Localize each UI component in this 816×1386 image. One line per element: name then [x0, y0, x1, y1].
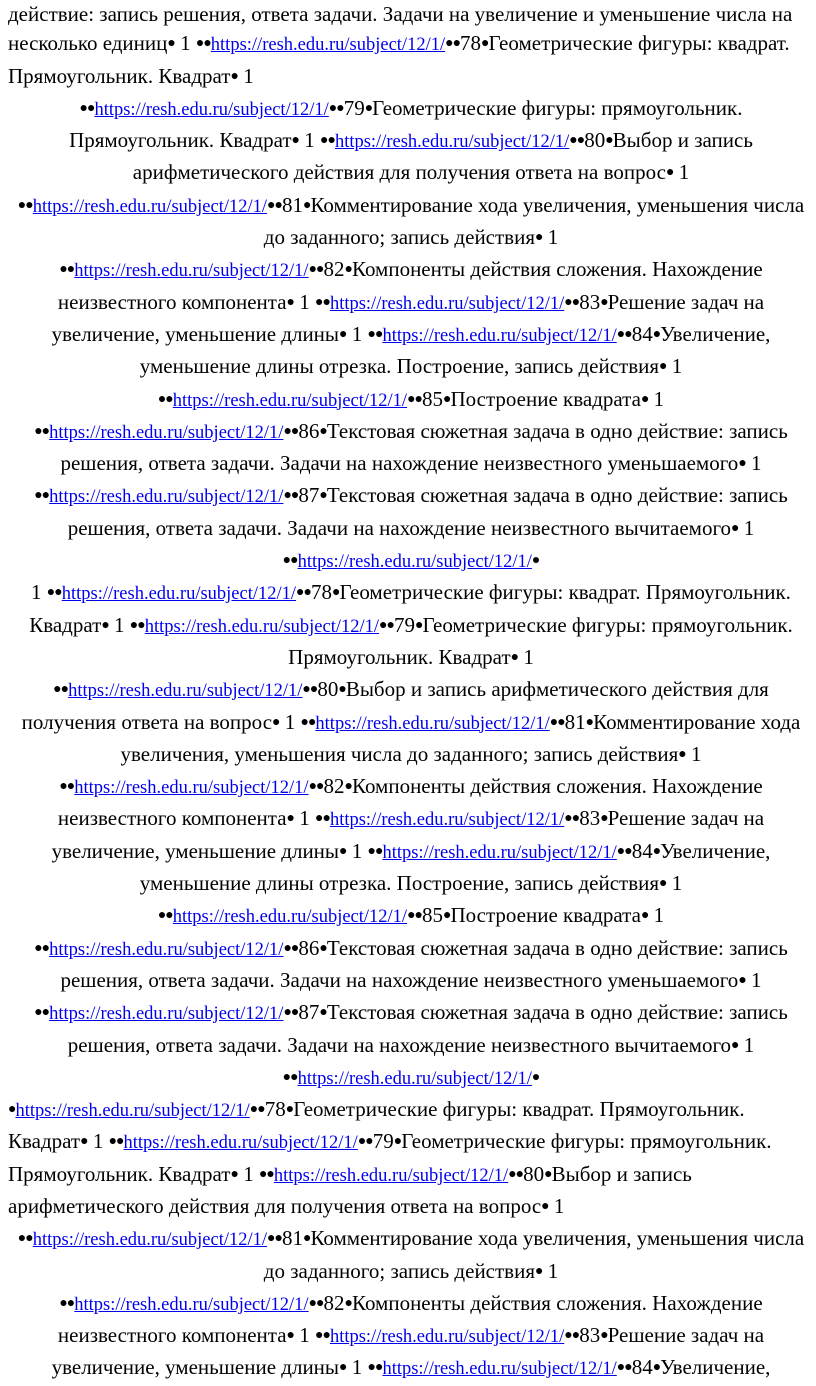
bullet-icon: ●	[549, 714, 558, 730]
resh-lesson-link[interactable]: https://resh.edu.ru/subject/12/1/	[15, 1101, 250, 1122]
bullet-icon: ●	[407, 391, 415, 407]
bullet-icon: ●	[249, 1102, 258, 1118]
text-run: Решение задач на увеличение, уменьшение длины	[51, 806, 765, 863]
text-run: 1	[666, 354, 683, 379]
bullet-icon: ●	[407, 908, 415, 924]
paragraph	[8, 1095, 814, 1224]
bullet-icon: ●	[34, 488, 42, 504]
bullet-icon: ●	[290, 1005, 299, 1021]
bullet-icon: ●	[605, 133, 613, 149]
resh-lesson-link[interactable]: https://resh.edu.ru/subject/12/1/	[329, 810, 565, 831]
resh-lesson-link[interactable]: https://resh.edu.ru/subject/12/1/	[273, 1165, 509, 1186]
text-run: 1	[738, 1032, 755, 1057]
paragraph	[8, 191, 814, 256]
paragraph	[8, 772, 814, 901]
text-run: Геометрические фигуры: прямоугольник. Прямоугольник. Квадрат	[69, 95, 743, 153]
bullet-icon: ●	[544, 1166, 552, 1182]
bullet-icon: ●	[365, 1134, 373, 1150]
bullet-icon: ●	[203, 36, 211, 52]
bullet-icon: ●	[344, 779, 352, 795]
text-run: Компоненты действия сложения. Нахождение неизвестного компонента	[57, 1290, 763, 1348]
resh-lesson-link[interactable]: https://resh.edu.ru/subject/12/1/	[382, 842, 617, 863]
paragraph	[8, 901, 814, 933]
bullet-icon: ●	[157, 908, 166, 924]
resh-lesson-link[interactable]: https://resh.edu.ru/subject/12/1/	[74, 778, 309, 799]
bullet-icon: ●	[659, 359, 667, 375]
bullet-icon: ●	[541, 1198, 549, 1214]
bullet-icon: ●	[17, 197, 26, 213]
text-run: 83	[579, 806, 601, 831]
bullet-icon: ●	[414, 617, 423, 633]
bullet-icon: ●	[508, 1166, 516, 1182]
paragraph	[8, 998, 814, 1063]
bullet-icon: ●	[286, 1328, 294, 1344]
bullet-icon: ●	[302, 1231, 311, 1247]
bullet-icon: ●	[308, 1295, 317, 1311]
bullet-icon: ●	[564, 294, 572, 310]
bullet-icon: ●	[393, 1134, 402, 1150]
bullet-icon: ●	[640, 391, 649, 407]
text-run: Текстовая сюжетная задача в одно действие: запись решения, ответа задачи. Задачи на нахождение неизвестного вычитаемого	[67, 1000, 788, 1057]
resh-lesson-link[interactable]: https://resh.edu.ru/subject/12/1/	[94, 99, 329, 120]
text-run: 1	[346, 1355, 368, 1380]
bullet-icon: ●	[569, 133, 577, 149]
paragraph	[8, 385, 814, 417]
bullet-icon: ●	[319, 1005, 327, 1021]
bullet-icon: ●	[25, 197, 33, 213]
text-run: Геометрические фигуры: прямоугольник. Прямоугольник. Квадрат	[8, 1129, 772, 1186]
bullet-icon: ●	[46, 585, 55, 601]
text-run: 1	[108, 612, 130, 637]
bullet-icon: ●	[116, 1134, 124, 1150]
text-run: Построение квадрата	[450, 903, 641, 928]
bullet-icon: ●	[571, 1328, 580, 1344]
text-run: 1	[518, 644, 534, 669]
bullet-icon: ●	[443, 908, 451, 924]
paragraph	[8, 934, 814, 999]
text-run: 1	[745, 451, 762, 476]
resh-lesson-link[interactable]: https://resh.edu.ru/subject/12/1/	[123, 1133, 358, 1154]
bullet-icon: ●	[367, 1360, 375, 1376]
bullet-icon: ●	[731, 1037, 739, 1053]
resh-lesson-link[interactable]: https://resh.edu.ru/subject/12/1/	[210, 35, 446, 56]
text-run: 79	[393, 612, 415, 637]
paragraph	[8, 578, 814, 675]
text-run: Компоненты действия сложения. Нахождение неизвестного компонента	[57, 257, 763, 314]
bullet-icon: ●	[659, 876, 667, 892]
bullet-icon: ●	[283, 488, 291, 504]
bullet-icon: ●	[165, 908, 173, 924]
text-run: 80	[317, 677, 339, 702]
bullet-icon: ●	[66, 1295, 75, 1311]
text-run: 79	[372, 1129, 394, 1154]
text-run: 87	[298, 483, 320, 508]
resh-lesson-link[interactable]: https://resh.edu.ru/subject/12/1/	[329, 293, 565, 314]
bullet-icon: ●	[54, 585, 62, 601]
bullet-icon: ●	[379, 617, 387, 633]
bullet-icon: ●	[339, 1360, 347, 1376]
bullet-icon: ●	[585, 714, 594, 730]
bullet-icon: ●	[290, 423, 299, 439]
text-run: Выбор и запись арифметического действия для получения ответа на вопрос	[132, 128, 753, 185]
bullet-icon: ●	[8, 1102, 16, 1118]
bullet-icon: ●	[600, 1328, 608, 1344]
resh-lesson-link[interactable]: https://resh.edu.ru/subject/12/1/	[74, 261, 309, 282]
text-run: Выбор и запись арифметического действия для получения ответа на вопрос	[21, 677, 769, 734]
text-run: 80	[584, 128, 606, 153]
bullet-icon: ●	[336, 100, 344, 116]
bullet-icon: ●	[571, 811, 580, 827]
bullet-icon: ●	[535, 1263, 543, 1279]
text-run: Текстовая сюжетная задача в одно действие: запись решения, ответа задачи. Задачи на нахождение неизвестного вычитаемого	[67, 483, 788, 540]
text-run: 1	[346, 321, 368, 346]
bullet-icon: ●	[600, 294, 608, 310]
bullet-icon: ●	[452, 36, 461, 52]
bullet-icon: ●	[266, 1166, 274, 1182]
bullet-icon: ●	[291, 133, 299, 149]
bullet-icon: ●	[79, 100, 87, 116]
resh-lesson-link[interactable]: https://resh.edu.ru/subject/12/1/	[382, 1359, 617, 1380]
bullet-icon: ●	[303, 585, 311, 601]
bullet-icon: ●	[108, 1134, 117, 1150]
bullet-icon: ●	[731, 520, 739, 536]
bullet-icon: ●	[59, 1295, 67, 1311]
text-run: 1	[673, 160, 690, 185]
resh-lesson-link[interactable]: https://resh.edu.ru/subject/12/1/	[74, 1294, 309, 1315]
bullet-icon: ●	[286, 294, 294, 310]
text-run: 1	[542, 225, 559, 250]
text-run: 79	[343, 95, 365, 120]
text-run: Комментирование хода увеличения, уменьшения числа до заданного; запись действия	[263, 1226, 805, 1283]
bullet-icon: ●	[386, 617, 394, 633]
text-run: 84	[631, 1355, 653, 1380]
bullet-icon: ●	[41, 488, 50, 504]
bullet-icon: ●	[290, 488, 299, 504]
bullet-icon: ●	[267, 1231, 275, 1247]
resh-lesson-link[interactable]: https://resh.edu.ru/subject/12/1/	[382, 325, 617, 346]
text-run: Решение задач на увеличение, уменьшение длины	[51, 1323, 765, 1380]
text-run: 1	[299, 128, 320, 153]
bullet-icon: ●	[41, 423, 50, 439]
resh-lesson-link[interactable]: https://resh.edu.ru/subject/12/1/	[334, 132, 570, 153]
paragraph	[8, 417, 814, 482]
bullet-icon: ●	[571, 294, 580, 310]
bullet-icon: ●	[230, 68, 238, 84]
text-run: 1	[294, 806, 315, 831]
resh-lesson-link[interactable]: https://resh.edu.ru/subject/12/1/	[297, 552, 532, 573]
bullet-icon: ●	[60, 682, 69, 698]
text-run: 82	[323, 1290, 345, 1315]
text-run: 81	[281, 1226, 303, 1251]
bullet-icon: ●	[374, 1360, 383, 1376]
bullet-icon: ●	[322, 1328, 330, 1344]
bullet-icon: ●	[322, 811, 330, 827]
bullet-icon: ●	[481, 36, 489, 52]
resh-lesson-link[interactable]: https://resh.edu.ru/subject/12/1/	[32, 1230, 268, 1251]
bullet-icon: ●	[316, 262, 324, 278]
bullet-icon: ●	[308, 779, 317, 795]
bullet-icon: ●	[296, 585, 304, 601]
paragraph	[8, 1063, 814, 1095]
bullet-icon: ●	[195, 36, 204, 52]
bullet-icon: ●	[167, 36, 175, 52]
text-run: 83	[579, 1323, 601, 1348]
bullet-icon: ●	[738, 972, 746, 988]
bullet-icon: ●	[157, 391, 166, 407]
bullet-icon: ●	[616, 1360, 625, 1376]
bullet-icon: ●	[339, 326, 347, 342]
resh-lesson-link[interactable]: https://resh.edu.ru/subject/12/1/	[49, 1004, 284, 1025]
text-run: 1	[648, 386, 665, 411]
bullet-icon: ●	[302, 682, 310, 698]
resh-lesson-link[interactable]: https://resh.edu.ru/subject/12/1/	[49, 939, 284, 960]
text-run: 1	[542, 1258, 559, 1283]
text-run: 86	[298, 935, 320, 960]
bullet-icon: ●	[41, 1005, 50, 1021]
text-run: Комментирование хода увеличения, уменьшения числа до заданного; запись действия	[120, 709, 801, 766]
resh-lesson-link[interactable]: https://resh.edu.ru/subject/12/1/	[329, 1327, 565, 1348]
bullet-icon: ●	[367, 843, 375, 859]
bullet-icon: ●	[364, 100, 373, 116]
bullet-icon: ●	[80, 1134, 88, 1150]
bullet-icon: ●	[258, 1166, 267, 1182]
bullet-icon: ●	[678, 746, 686, 762]
bullet-icon: ●	[374, 843, 383, 859]
bullet-icon: ●	[274, 1231, 282, 1247]
text-run: Увеличение,	[660, 1355, 771, 1380]
bullet-icon: ●	[319, 488, 327, 504]
bullet-icon: ●	[53, 682, 61, 698]
bullet-icon: ●	[316, 779, 324, 795]
resh-lesson-link[interactable]: https://resh.edu.ru/subject/12/1/	[68, 681, 303, 702]
bullet-icon: ●	[315, 811, 323, 827]
text-run: 1	[294, 289, 315, 314]
bullet-icon: ●	[652, 1360, 661, 1376]
bullet-icon: ●	[510, 649, 519, 665]
bullet-icon: ●	[290, 1069, 298, 1085]
bullet-icon: ●	[414, 391, 423, 407]
bullet-icon: ●	[137, 617, 145, 633]
bullet-icon: ●	[315, 1328, 323, 1344]
text-run: 81	[564, 709, 586, 734]
text-run: 86	[298, 418, 320, 443]
text-run: Геометрические фигуры: квадрат. Прямоугольник. Квадрат	[8, 31, 790, 88]
text-run: Увеличение, уменьшение длины отрезка. Построение, запись действия	[139, 321, 771, 379]
text-run: 1	[548, 1193, 565, 1218]
text-run: 85	[422, 903, 444, 928]
bullet-icon: ●	[274, 197, 282, 213]
paragraph	[8, 1224, 814, 1289]
bullet-icon: ●	[290, 553, 298, 569]
text-run: Увеличение, уменьшение длины отрезка. Построение, запись действия	[139, 838, 771, 896]
resh-lesson-link[interactable]: https://resh.edu.ru/subject/12/1/	[315, 713, 550, 734]
text-run: Решение задач на увеличение, уменьшение длины	[51, 289, 765, 346]
paragraph	[8, 0, 814, 94]
resh-lesson-link[interactable]: https://resh.edu.ru/subject/12/1/	[172, 907, 408, 928]
bullet-icon: ●	[564, 811, 572, 827]
text-run: 1	[87, 1129, 109, 1154]
text-run: 1	[31, 580, 47, 605]
text-run: 84	[631, 838, 653, 863]
bullet-icon: ●	[374, 326, 383, 342]
bullet-icon: ●	[652, 843, 661, 859]
text-run: Геометрические фигуры: квадрат. Прямоугольник. Квадрат	[29, 580, 791, 637]
bullet-icon: ●	[290, 940, 299, 956]
text-run: 85	[422, 386, 444, 411]
bullet-icon: ●	[315, 294, 323, 310]
text-run: 1	[294, 1323, 315, 1348]
bullet-icon: ●	[531, 1069, 540, 1085]
resh-lesson-link[interactable]: https://resh.edu.ru/subject/12/1/	[32, 196, 268, 217]
bullet-icon: ●	[129, 617, 138, 633]
text-run: 81	[281, 192, 303, 217]
paragraph	[8, 675, 814, 772]
bullet-icon: ●	[327, 133, 335, 149]
bullet-icon: ●	[283, 423, 291, 439]
bullet-icon: ●	[282, 553, 291, 569]
bullet-icon: ●	[59, 779, 67, 795]
text-run: 1	[738, 515, 755, 540]
text-run: 1	[745, 967, 762, 992]
bullet-icon: ●	[624, 843, 632, 859]
paragraph	[8, 1289, 814, 1386]
bullet-icon: ●	[738, 456, 746, 472]
bullet-icon: ●	[331, 585, 340, 601]
bullet-icon: ●	[34, 423, 42, 439]
bullet-icon: ●	[531, 553, 540, 569]
bullet-icon: ●	[34, 1005, 42, 1021]
text-run: Геометрические фигуры: прямоугольник. Прямоугольник. Квадрат	[288, 612, 793, 669]
text-run: Выбор и запись арифметического действия для получения ответа на вопрос	[8, 1161, 692, 1218]
text-run: действие: запись решения, ответа задачи. Задачи на увеличение и уменьшение числа на несколько единиц	[8, 2, 793, 56]
text-run: Построение квадрата	[450, 386, 641, 411]
text-run: 82	[323, 257, 345, 282]
bullet-icon: ●	[165, 391, 173, 407]
bullet-icon: ●	[286, 811, 294, 827]
bullet-icon: ●	[338, 682, 346, 698]
text-run: 1	[346, 838, 368, 863]
bullet-icon: ●	[307, 714, 316, 730]
bullet-icon: ●	[282, 1069, 291, 1085]
text-run: 87	[298, 1000, 320, 1025]
bullet-icon: ●	[616, 843, 625, 859]
resh-lesson-link[interactable]: https://resh.edu.ru/subject/12/1/	[61, 584, 297, 605]
text-run: 1	[174, 31, 196, 56]
bullet-icon: ●	[25, 1231, 33, 1247]
text-run: 83	[579, 289, 601, 314]
paragraph	[8, 546, 814, 578]
bullet-icon: ●	[576, 133, 585, 149]
bullet-icon: ●	[34, 940, 42, 956]
bullet-icon: ●	[665, 165, 674, 181]
bullet-icon: ●	[328, 100, 337, 116]
bullet-icon: ●	[344, 262, 352, 278]
bullet-icon: ●	[230, 1166, 238, 1182]
bullet-icon: ●	[320, 133, 328, 149]
bullet-icon: ●	[357, 1134, 366, 1150]
bullet-icon: ●	[17, 1231, 26, 1247]
resh-lesson-link[interactable]: https://resh.edu.ru/subject/12/1/	[144, 616, 380, 637]
resh-lesson-link[interactable]: https://resh.edu.ru/subject/12/1/	[172, 390, 408, 411]
bullet-icon: ●	[319, 423, 327, 439]
text-run: 80	[523, 1161, 545, 1186]
text-run: 1	[237, 63, 254, 88]
bullet-icon: ●	[272, 714, 280, 730]
text-run: Текстовая сюжетная задача в одно действие: запись решения, ответа задачи. Задачи на нахождение неизвестного уменьшаемого	[60, 418, 788, 476]
bullet-icon: ●	[445, 36, 453, 52]
bullet-icon: ●	[624, 326, 632, 342]
bullet-icon: ●	[283, 940, 291, 956]
bullet-icon: ●	[640, 908, 649, 924]
bullet-icon: ●	[257, 1102, 265, 1118]
bullet-icon: ●	[652, 326, 661, 342]
bullet-icon: ●	[283, 1005, 291, 1021]
bullet-icon: ●	[41, 940, 50, 956]
text-run: 1	[666, 871, 683, 896]
paragraph	[8, 94, 814, 191]
bullet-icon: ●	[285, 1102, 294, 1118]
text-run: Геометрические фигуры: квадрат. Прямоугольник. Квадрат	[8, 1097, 745, 1154]
bullet-icon: ●	[322, 294, 330, 310]
paragraph	[8, 481, 814, 546]
bullet-icon: ●	[414, 908, 423, 924]
bullet-icon: ●	[339, 843, 347, 859]
text-run: 1	[279, 709, 301, 734]
text-run: 78	[264, 1097, 286, 1122]
text-run: 82	[323, 774, 345, 799]
text-run: 1	[237, 1161, 259, 1186]
bullet-icon: ●	[443, 391, 451, 407]
text-run: Текстовая сюжетная задача в одно действие: запись решения, ответа задачи. Задачи на нахождение неизвестного уменьшаемого	[60, 935, 788, 992]
bullet-icon: ●	[316, 1295, 324, 1311]
bullet-icon: ●	[344, 1295, 352, 1311]
text-run: 84	[631, 321, 653, 346]
resh-lesson-link[interactable]: https://resh.edu.ru/subject/12/1/	[297, 1068, 532, 1089]
bullet-icon: ●	[300, 714, 308, 730]
bullet-icon: ●	[59, 262, 67, 278]
text-run: 78	[310, 580, 332, 605]
text-run: Компоненты действия сложения. Нахождение неизвестного компонента	[57, 774, 763, 831]
bullet-icon: ●	[86, 100, 95, 116]
bullet-icon: ●	[515, 1166, 524, 1182]
text-run: 78	[460, 31, 482, 56]
resh-lesson-link[interactable]: https://resh.edu.ru/subject/12/1/	[49, 422, 284, 443]
bullet-icon: ●	[319, 940, 327, 956]
bullet-icon: ●	[600, 811, 608, 827]
bullet-icon: ●	[564, 1328, 572, 1344]
bullet-icon: ●	[557, 714, 565, 730]
bullet-icon: ●	[101, 617, 109, 633]
bullet-icon: ●	[302, 197, 311, 213]
bullet-icon: ●	[624, 1360, 632, 1376]
bullet-icon: ●	[66, 262, 75, 278]
bullet-icon: ●	[309, 682, 318, 698]
paragraph	[8, 255, 814, 384]
bullet-icon: ●	[308, 262, 317, 278]
text-run: 1	[648, 903, 665, 928]
text-run: Комментирование хода увеличения, уменьшения числа до заданного; запись действия	[263, 192, 805, 250]
resh-lesson-link[interactable]: https://resh.edu.ru/subject/12/1/	[49, 487, 284, 508]
bullet-icon: ●	[535, 230, 543, 246]
bullet-icon: ●	[616, 326, 625, 342]
bullet-icon: ●	[267, 197, 275, 213]
bullet-icon: ●	[66, 779, 75, 795]
bullet-icon: ●	[367, 326, 375, 342]
text-run: 1	[685, 741, 702, 766]
